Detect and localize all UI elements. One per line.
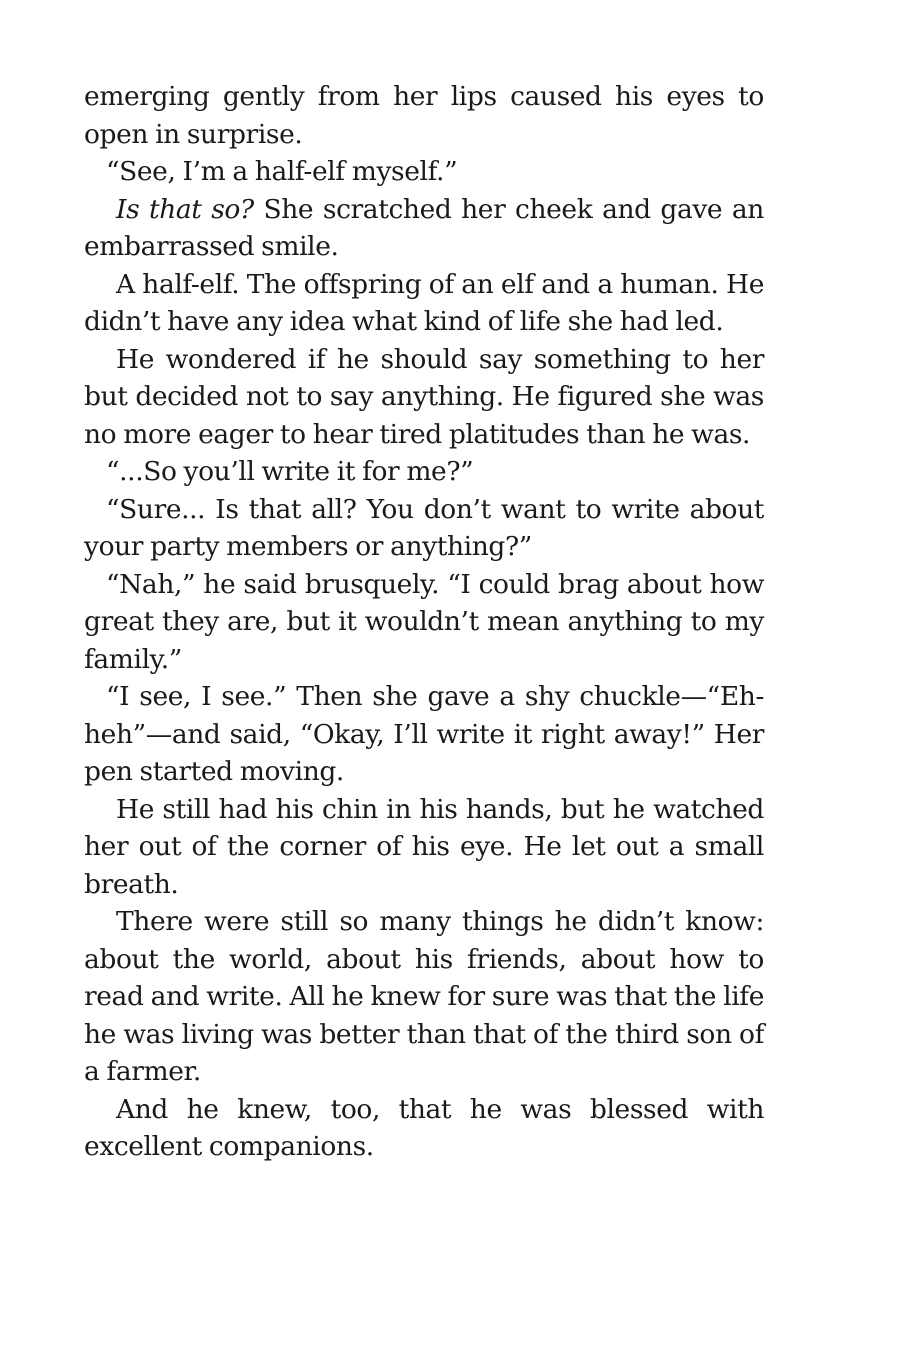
paragraph: A half-elf. The offspring of an elf and a human. He didn’t have any idea what kind of life she had led. — [84, 268, 764, 337]
paragraph: He wondered if he should say something to her but decided not to say anything. He figured she was no more eager to hear tired platitudes than he was. — [84, 343, 764, 450]
paragraph: emerging gently from her lips caused his eyes to open in surprise. — [84, 81, 764, 150]
paragraph: There were still so many things he didn’t know: about the world, about his friends, about how to read and write. All he knew for sure was that the life he was living was better than that of the third son of a farmer. — [84, 906, 764, 1087]
paragraph-rest: She scratched her cheek and gave an embarrassed smile. — [84, 193, 764, 262]
paragraph-dialogue: “I see, I see.” Then she gave a shy chuckle—“Eh-heh”—and said, “Okay, I’ll write it right away!” Her pen started moving. — [84, 681, 764, 787]
paragraph-dialogue: “Nah,” he said brusquely. “I could brag about how great they are, but it wouldn’t mean anything to my family.” — [84, 568, 764, 675]
italic-thought: Is that so? — [116, 193, 254, 225]
paragraph — [84, 191, 764, 266]
paragraph-dialogue: “Sure... Is that all? You don’t want to write about your party members or anything?” — [84, 493, 764, 562]
paragraph: And he knew, too, that he was blessed with excellent companions. — [84, 1093, 764, 1162]
paragraph-dialogue: “...So you’ll write it for me?” — [106, 456, 474, 487]
paragraph: He still had his chin in his hands, but he watched her out of the corner of his eye. He let out a small breath. — [84, 793, 764, 900]
paragraph-dialogue: “See, I’m a half-elf myself.” — [106, 156, 458, 187]
book-page — [84, 78, 764, 1166]
